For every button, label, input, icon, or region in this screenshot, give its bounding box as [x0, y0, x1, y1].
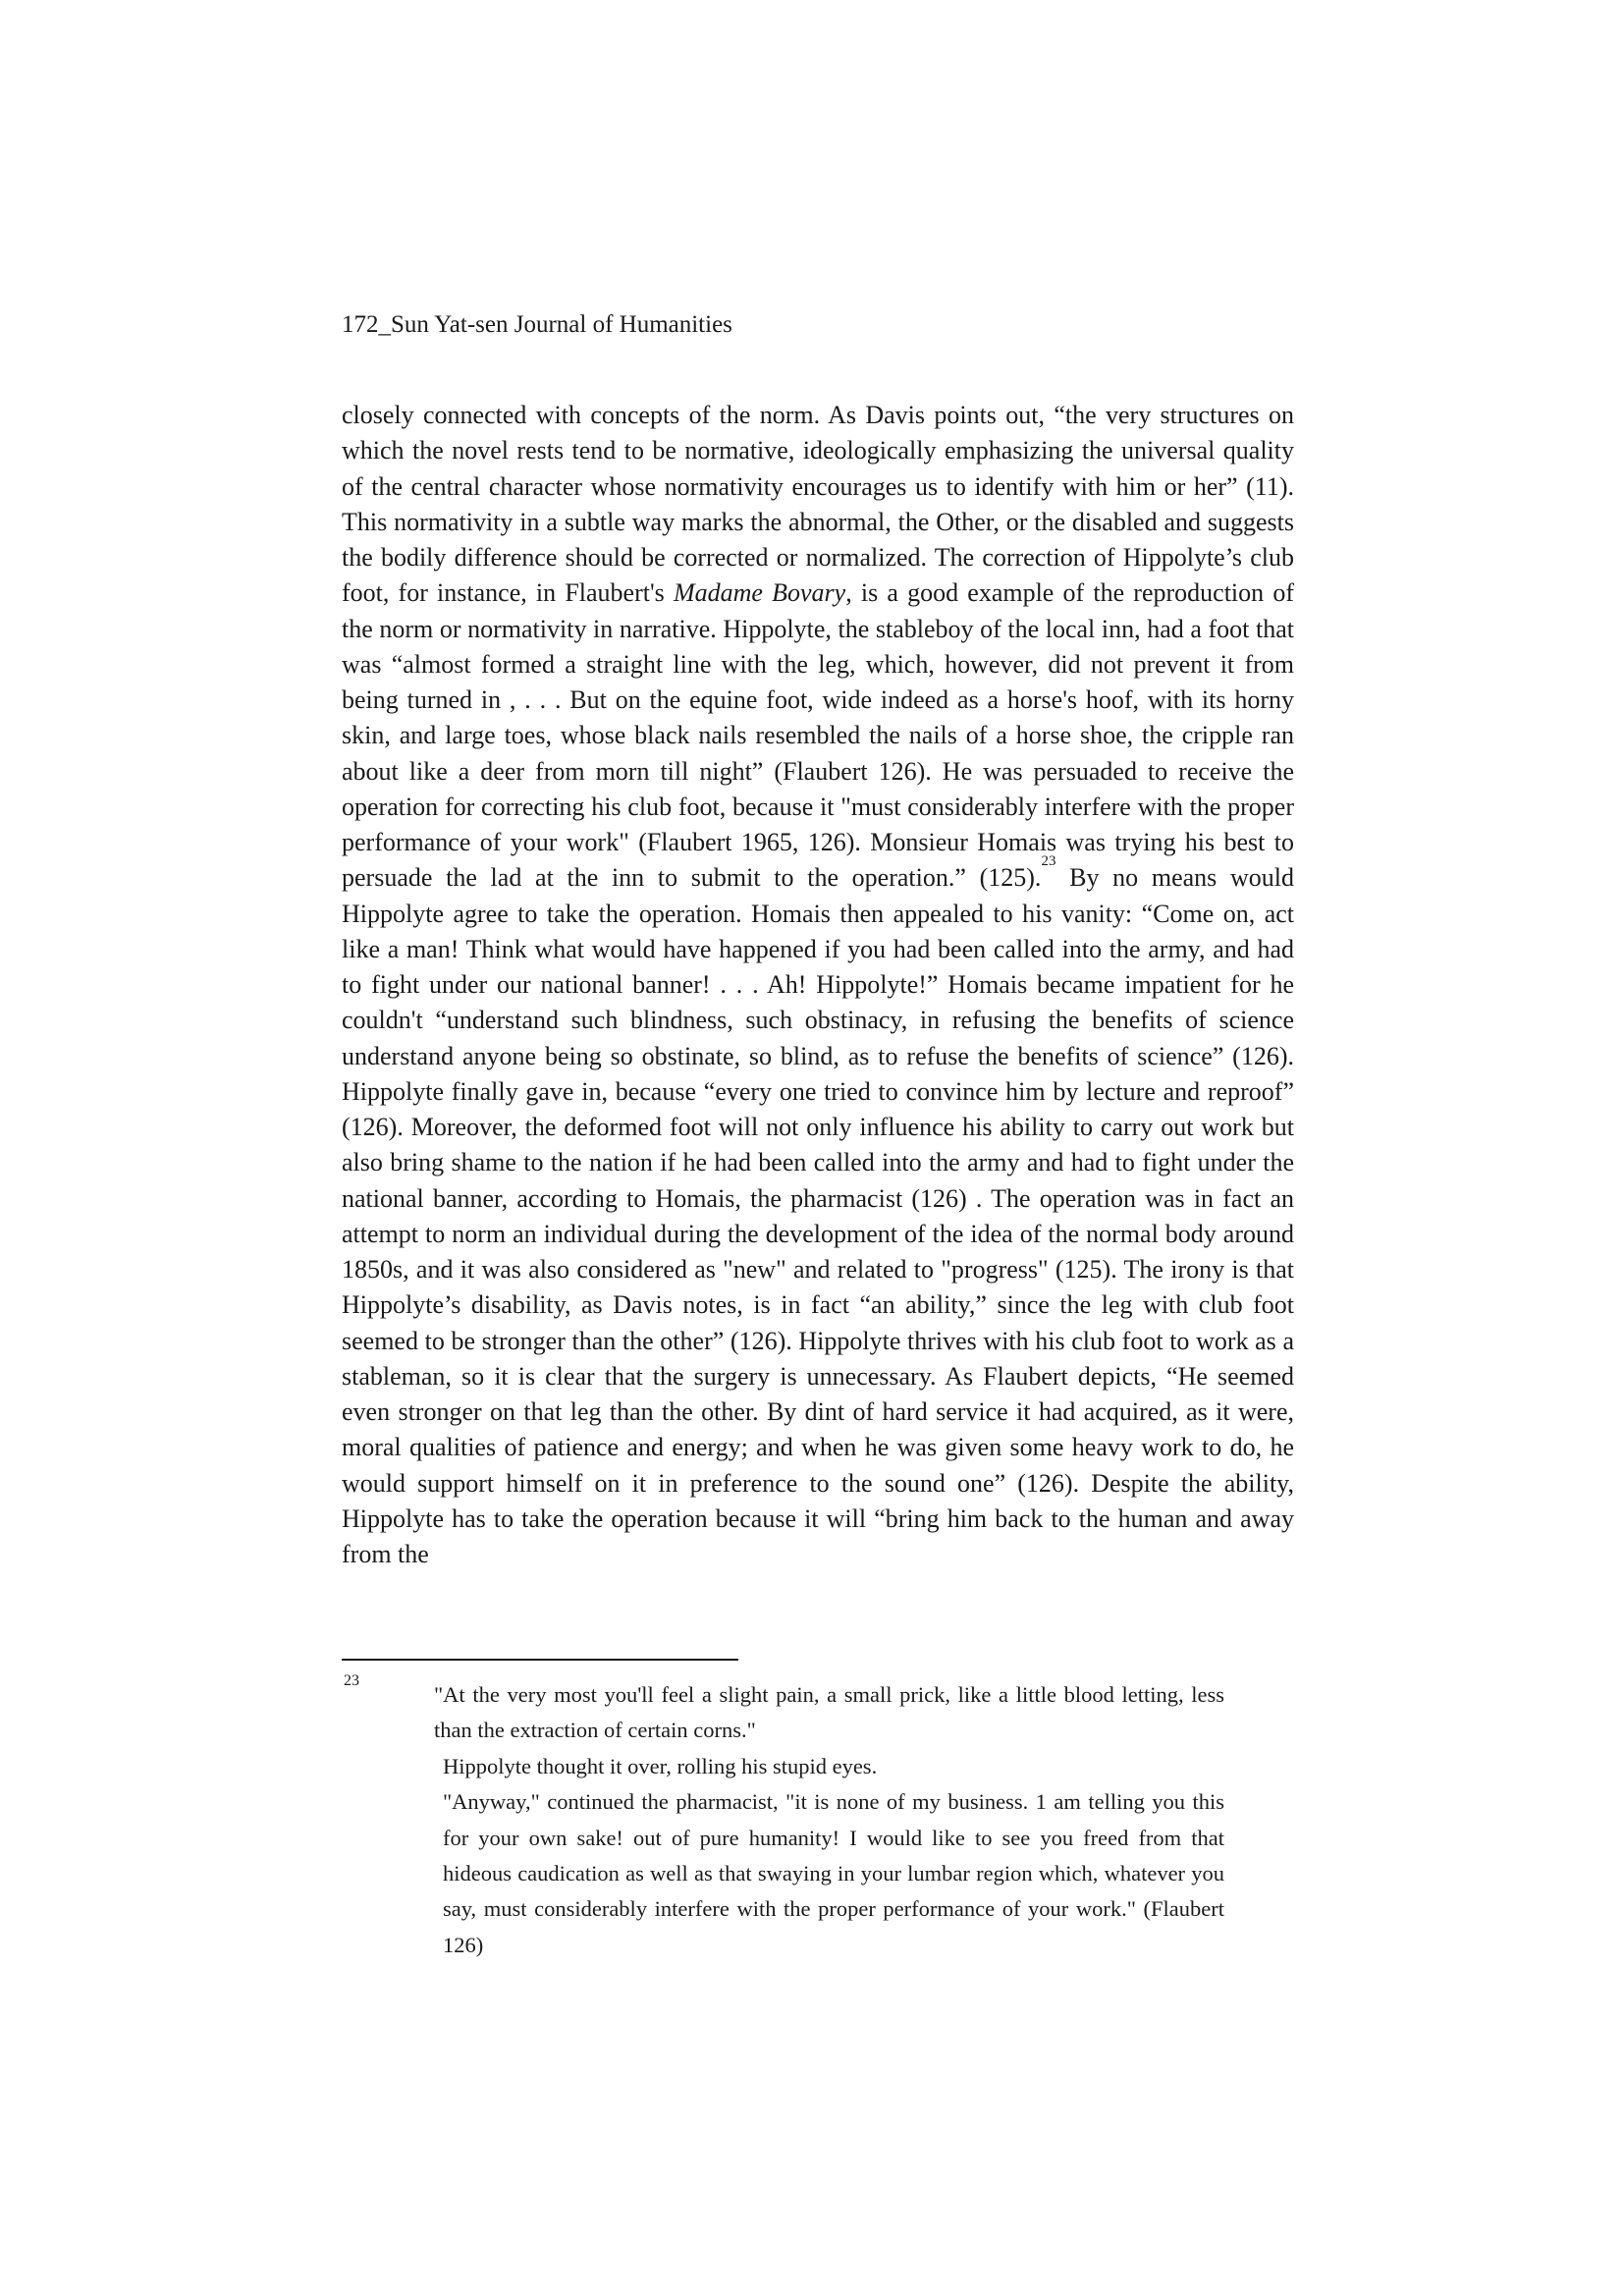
body-text-segment: , is a good example of the reproduction of the norm or normativity in narrative. Hippolyte, the stableboy of the local inn, had a foot that was “almost formed a straight line with the leg, which, however, did not prevent it from being turned in , . . . But on the equine foot, wide indeed as a horse's hoof, with its horny skin, and large toes, whose black nails resembled the nails of a horse shoe, the cripple ran about like a deer from morn till night” (Flaubert 126). He was persuaded to receive the operation for correcting his club foot, because it "must considerably interfere with the proper performance of your work" (Flaubert 1965, 126). Monsieur Homais was trying his best to persuade the lad at the inn to submit to the operation.” (125).	[342, 578, 1294, 893]
footnote-paragraph: "At the very most you'll feel a slight pain, a small prick, like a little blood letting, less than the extraction of certain corns."	[434, 1682, 1224, 1743]
body-paragraph	[342, 398, 1294, 1572]
body-text-segment: closely connected with concepts of the norm. As Davis points out, “the very structures on which the novel rests tend to be normative, ideologically emphasizing the universal quality of the central character whose normativity encourages us to identify with him or her” (11). This normativity in a subtle way marks the abnormal, the Other, or the disabled and suggests the bodily difference should be corrected or normalized. The correction of Hippolyte’s club foot, for instance, in Flaubert's	[342, 401, 1294, 608]
footnote-separator	[342, 1659, 738, 1661]
footnote	[434, 1677, 1224, 1963]
body-text-segment: By no means would Hippolyte agree to take the operation. Homais then appealed to his vanity: “Come on, act like a man! Think what would have happened if you had been called into the army, and had to fight under our national banner! . . . Ah! Hippolyte!” Homais became impatient for he couldn't “understand such blindness, such obstinacy, in refusing the benefits of science understand anyone being so obstinate, so blind, as to refuse the benefits of science” (126). Hippolyte finally gave in, because “every one tried to convince him by lecture and reproof” (126). Moreover, the deformed foot will not only influence his ability to carry out work but also bring shame to the nation if he had been called into the army and had to fight under the national banner, according to Homais, the pharmacist (126) . The operation was in fact an attempt to norm an individual during the development of the idea of the normal body around 1850s, and it was also considered as "new" and related to "progress" (125). The irony is that Hippolyte’s disability, as Davis notes, is in fact “an ability,” since the leg with club foot seemed to be stronger than the other” (126). Hippolyte thrives with his club foot to work as a stableman, so it is clear that the surgery is unnecessary. As Flaubert depicts, “He seemed even stronger on that leg than the other. By dint of hard service it had acquired, as it were, moral qualities of patience and energy; and when he was given some heavy work to do, he would support himself on it in preference to the sound one” (126). Despite the ability, Hippolyte has to take the operation because it will “bring him back to the human and away from the	[342, 863, 1295, 1568]
footnote-paragraph: Hippolyte thought it over, rolling his stupid eyes.	[443, 1753, 878, 1778]
running-head: 172_Sun Yat-sen Journal of Humanities	[342, 311, 732, 338]
footnote-number: 23	[344, 1672, 359, 1689]
footnote-paragraph: "Anyway," continued the pharmacist, "it is none of my business. 1 am telling you this for your own sake! out of pure humanity! I would like to see you freed from that hideous caudication as well as that swaying in your lumbar region which, whatever you say, must considerably interfere with the proper performance of your work." (Flaubert 126)	[443, 1789, 1224, 1957]
footnote-reference[interactable]: 23	[1041, 852, 1056, 869]
book-title-italic: Madame Bovary	[673, 578, 846, 608]
